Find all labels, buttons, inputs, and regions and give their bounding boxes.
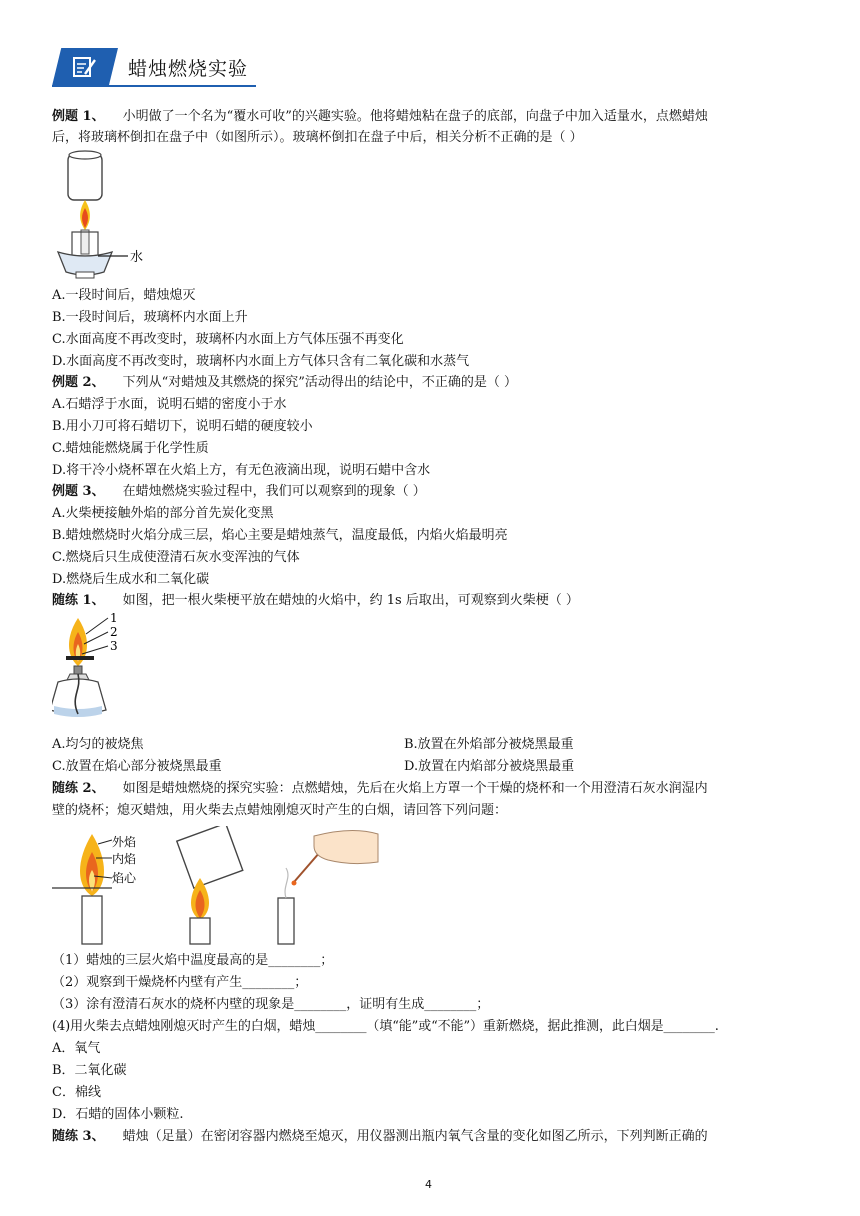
q2-option-b: B.用小刀可将石蜡切下，说明石蜡的硬度较小 [52, 419, 313, 434]
p2-stem-line1: 随练 2、 如图是蜡烛燃烧的探究实验：点燃蜡烛，先后在火焰上方罩一个干燥的烧杯和一个用澄清石灰水润湿内 [52, 781, 708, 796]
p2-label-flame-core: 焰心 [112, 871, 137, 885]
p1-option-d: D.放置在内焰部分被烧黑最重 [404, 759, 575, 774]
p1-stem: 随练 1、 如图，把一根火柴梗平放在蜡烛的火焰中，约 1s 后取出，可观察到火柴梗（ ） [52, 593, 579, 608]
q1-water-label: 水 [130, 250, 144, 265]
p1-option-a: A.均匀的被烧焦 [52, 737, 144, 752]
header-icon-box [52, 48, 118, 86]
q3-option-a: A.火柴梗接触外焰的部分首先炭化变黑 [52, 506, 274, 521]
section-header [52, 48, 256, 86]
p2-sub-3: （3）涂有澄清石灰水的烧杯内壁的现象是________，证明有生成________； [52, 997, 490, 1012]
p2-option-a: A．氧气 [52, 1041, 101, 1056]
q3-option-c: C.燃烧后只生成使澄清石灰水变浑浊的气体 [52, 550, 300, 565]
q1-figure-inverted-glass [52, 148, 162, 284]
p2-label-inner-flame: 内焰 [112, 852, 137, 866]
p2-label-outer-flame: 外焰 [112, 835, 137, 849]
q1-option-a: A.一段时间后，蜡烛熄灭 [52, 288, 196, 303]
q3-option-b: B.蜡烛燃烧时火焰分成三层，焰心主要是蜡烛蒸气，温度最低，内焰火焰最明亮 [52, 528, 508, 543]
p1-option-c: C.放置在焰心部分被烧黑最重 [52, 759, 222, 774]
q3-tag: 例题 3、 [52, 484, 105, 499]
p2-option-d: D．石蜡的固体小颗粒. [52, 1107, 184, 1122]
p1-label-3: 3 [110, 639, 118, 653]
q3-stem: 例题 3、 在蜡烛燃烧实验过程中，我们可以观察到的现象（ ） [52, 484, 426, 499]
page-number: 4 [425, 1178, 432, 1191]
q1-option-b: B.一段时间后，玻璃杯内水面上升 [52, 310, 248, 325]
p3-stem: 随练 3、 蜡烛（足量）在密闭容器内燃烧至熄灭，用仪器测出瓶内氧气含量的变化如图乙所示，下列判断正确的 [52, 1129, 708, 1144]
edit-note-icon [72, 55, 98, 79]
p2-sub-2: （2）观察到干燥烧杯内壁有产生________； [52, 975, 308, 990]
q1-option-d: D.水面高度不再改变时，玻璃杯内水面上方气体只含有二氧化碳和水蒸气 [52, 354, 470, 369]
p2-option-b: B．二氧化碳 [52, 1063, 127, 1078]
q1-stem-line1: 例题 1、 小明做了一个名为“覆水可收”的兴趣实验。他将蜡烛粘在盘子的底部，向盘子中加入适量水，点燃蜡烛 [52, 109, 708, 124]
q1-tag: 例题 1、 [52, 109, 105, 124]
p1-tag: 随练 1、 [52, 593, 105, 608]
q1-stem-line2: 后，将玻璃杯倒扣在盘子中（如图所示）。玻璃杯倒扣在盘子中后，相关分析不正确的是（ ） [52, 130, 583, 145]
section-title: 蜡烛燃烧实验 [128, 58, 249, 80]
q2-stem: 例题 2、 下列从“对蜡烛及其燃烧的探究”活动得出的结论中，不正确的是（ ） [52, 375, 518, 390]
q1-option-c: C.水面高度不再改变时，玻璃杯内水面上方气体压强不再变化 [52, 332, 404, 347]
p1-option-b: B.放置在外焰部分被烧黑最重 [404, 737, 574, 752]
p2-tag: 随练 2、 [52, 781, 105, 796]
p3-tag: 随练 3、 [52, 1129, 105, 1144]
q2-tag: 例题 2、 [52, 375, 105, 390]
p1-figure-alcohol-lamp [52, 610, 124, 732]
p1-label-1: 1 [110, 611, 118, 625]
q2-option-c: C.蜡烛能燃烧属于化学性质 [52, 441, 209, 456]
q2-option-a: A.石蜡浮于水面，说明石蜡的密度小于水 [52, 397, 287, 412]
p2-figure-candle-experiments [52, 826, 380, 946]
p2-option-c: C．棉线 [52, 1085, 101, 1100]
q2-option-d: D.将干冷小烧杯罩在火焰上方，有无色液滴出现，说明石蜡中含水 [52, 463, 431, 478]
p1-label-2: 2 [110, 625, 118, 639]
p2-sub-1: （1）蜡烛的三层火焰中温度最高的是________； [52, 953, 334, 968]
p2-sub-4: (4)用火柴去点蜡烛刚熄灭时产生的白烟，蜡烛________（填“能”或“不能”）重新燃烧，据此推测，此白烟是________. [52, 1019, 719, 1034]
q3-option-d: D.燃烧后生成水和二氧化碳 [52, 572, 210, 587]
header-underline [52, 85, 256, 87]
p2-stem-line2: 壁的烧杯；熄灭蜡烛，用火柴去点蜡烛刚熄灭时产生的白烟，请回答下列问题： [52, 803, 508, 818]
